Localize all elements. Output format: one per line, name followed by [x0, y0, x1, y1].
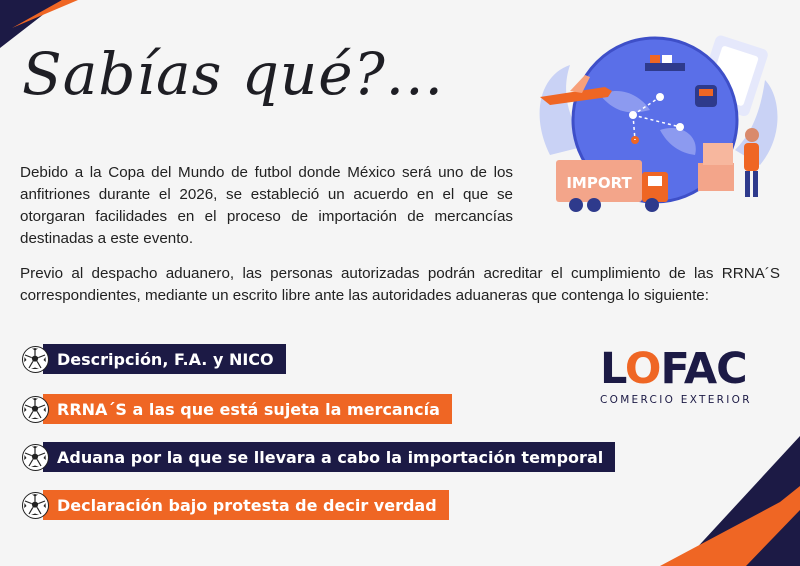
soccer-ball-icon: [22, 492, 49, 519]
soccer-ball-icon: [22, 396, 49, 423]
list-item-aduana: [22, 442, 615, 472]
import-illustration: [530, 35, 785, 215]
bottom-right-corner-decoration: [660, 436, 800, 566]
lofac-logo: [600, 344, 752, 406]
soccer-ball-icon: [22, 444, 49, 471]
logo-wordmark: LOFAC: [600, 344, 747, 394]
list-item-declaracion: [22, 490, 449, 520]
soccer-ball-icon: [22, 346, 49, 373]
item-label: Declaración bajo protesta de decir verdad: [43, 490, 449, 520]
item-label: RRNA´S a las que está sujeta la mercancía: [43, 394, 452, 424]
list-item-rrnas: [22, 394, 452, 424]
import-label: IMPORT: [566, 174, 632, 192]
item-label: Aduana por la que se llevara a cabo la importación temporal: [43, 442, 615, 472]
item-label: Descripción, F.A. y NICO: [43, 344, 286, 374]
logo-subtitle: COMERCIO EXTERIOR: [600, 394, 752, 406]
intro-paragraph: Debido a la Copa del Mundo de futbol donde México será uno de los anfitriones durante el 2026, se estableció un acuerdo en el que se otorgaran facilidades en el proceso de importación de mercancías destinadas a este evento.: [20, 164, 513, 247]
body-paragraph: Previo al despacho aduanero, las personas autorizadas podrán acreditar el cumplimiento de las RRNA´S correspondientes, mediante un escrito libre ante las autoridades aduaneras que contenga lo siguiente:: [20, 265, 780, 304]
list-item-descripcion: [22, 344, 286, 374]
page-title: Sabías qué?...: [22, 40, 444, 108]
